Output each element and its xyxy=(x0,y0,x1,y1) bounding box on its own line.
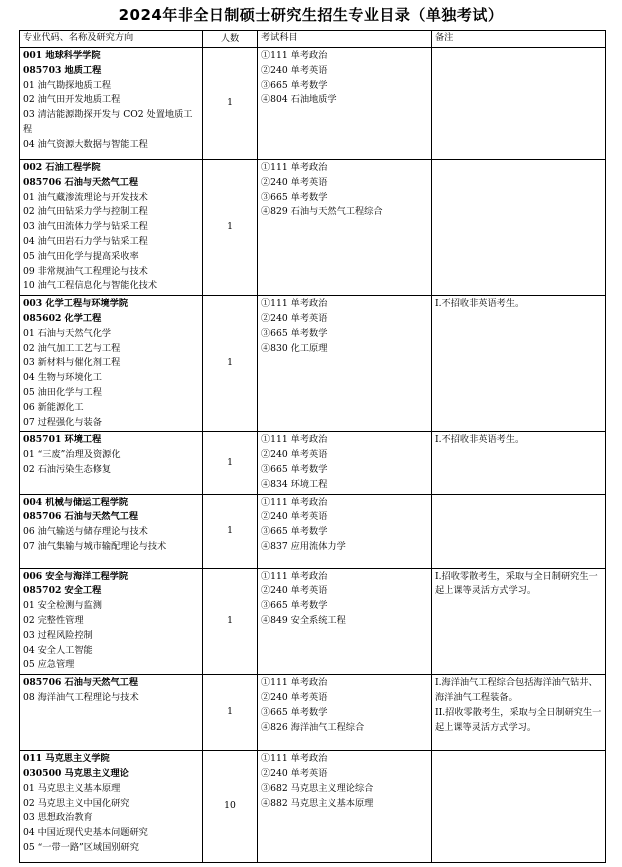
exam-subject: ②240 单考英语 xyxy=(261,176,328,188)
research-direction: 06 油气输送与储存理论与技术 xyxy=(23,526,148,538)
subjects-cell xyxy=(258,432,432,494)
major-name: 085706 石油与天然气工程 xyxy=(23,677,139,689)
catalog-table xyxy=(19,30,606,863)
note-text: II.招收零散考生，采取与全日制研究生一起上课等灵活方式学习。 xyxy=(435,706,602,733)
college-name: 011 马克思主义学院 xyxy=(23,753,110,765)
exam-subject: ②240 单考英语 xyxy=(261,312,328,324)
exam-subject: ①111 单考政治 xyxy=(261,162,328,173)
exam-subject: ①111 单考政治 xyxy=(261,434,328,446)
exam-subject: ②240 单考英语 xyxy=(261,449,328,461)
research-direction: 01 安全检测与监测 xyxy=(23,600,102,612)
research-direction: 02 马克思主义中国化研究 xyxy=(23,797,130,809)
college-name: 003 化学工程与环境学院 xyxy=(23,298,129,310)
enrollment-count: 1 xyxy=(203,568,258,675)
major-name: 030500 马克思主义理论 xyxy=(23,767,129,779)
subjects-cell xyxy=(258,568,432,675)
notes-cell xyxy=(432,48,606,160)
major-cell xyxy=(20,48,203,160)
major-cell xyxy=(20,432,203,494)
research-direction: 07 过程强化与装备 xyxy=(23,416,102,428)
header-notes: 备注 xyxy=(432,31,606,48)
catalog-body xyxy=(20,48,606,863)
college-name: 006 安全与海洋工程学院 xyxy=(23,570,129,582)
subjects-cell xyxy=(258,160,432,296)
exam-subject: ①111 单考政治 xyxy=(261,298,328,310)
research-direction: 10 油气工程信息化与智能化技术 xyxy=(23,280,158,292)
header-major: 专业代码、名称及研究方向 xyxy=(20,31,203,48)
exam-subject: ③665 单考数学 xyxy=(261,706,328,718)
college-name: 001 地球科学学院 xyxy=(23,50,101,61)
exam-subject: ②240 单考英语 xyxy=(261,691,328,703)
exam-subject: ①111 单考政治 xyxy=(261,753,328,765)
notes-cell xyxy=(432,568,606,675)
exam-subject: ①111 单考政治 xyxy=(261,677,328,689)
major-name: 085602 化学工程 xyxy=(23,312,102,324)
exam-subject: ③665 单考数学 xyxy=(261,79,328,91)
college-name: 002 石油工程学院 xyxy=(23,162,101,173)
research-direction: 03 新材料与催化剂工程 xyxy=(23,357,121,369)
exam-subject: ②240 单考英语 xyxy=(261,767,328,779)
research-direction: 07 油气集输与城市输配理论与技术 xyxy=(23,540,167,552)
exam-subject: ③665 单考数学 xyxy=(261,191,328,203)
enrollment-count: 1 xyxy=(203,48,258,160)
major-name: 085702 安全工程 xyxy=(23,585,102,597)
major-cell xyxy=(20,675,203,751)
exam-subject: ④837 应用流体力学 xyxy=(261,540,346,552)
research-direction: 03 过程风险控制 xyxy=(23,629,93,641)
research-direction: 06 新能源化工 xyxy=(23,401,84,413)
enrollment-count: 1 xyxy=(203,432,258,494)
notes-cell xyxy=(432,432,606,494)
exam-subject: ①111 单考政治 xyxy=(261,50,328,61)
major-name: 085703 地质工程 xyxy=(23,64,102,76)
enrollment-count: 1 xyxy=(203,296,258,432)
exam-subject: ④829 石油与天然气工程综合 xyxy=(261,206,383,218)
college-name: 004 机械与储运工程学院 xyxy=(23,496,129,508)
research-direction: 01 油气勘探地质工程 xyxy=(23,79,112,91)
note-text: I.招收零散考生，采取与全日制研究生一起上课等灵活方式学习。 xyxy=(435,570,598,597)
research-direction: 01 石油与天然气化学 xyxy=(23,327,112,339)
exam-subject: ②240 单考英语 xyxy=(261,585,328,597)
subjects-cell xyxy=(258,751,432,863)
table-row xyxy=(20,494,606,568)
exam-subject: ④882 马克思主义基本原理 xyxy=(261,797,374,809)
research-direction: 01 马克思主义基本原理 xyxy=(23,782,121,794)
major-cell xyxy=(20,296,203,432)
major-name: 085706 石油与天然气工程 xyxy=(23,511,139,523)
research-direction: 04 生物与环境化工 xyxy=(23,372,102,384)
research-direction: 03 清洁能源勘探开发与 CO2 处置地质工程 xyxy=(23,109,193,135)
header-row xyxy=(20,31,606,48)
research-direction: 02 油气加工工艺与工程 xyxy=(23,342,121,354)
notes-cell xyxy=(432,160,606,296)
subjects-cell xyxy=(258,296,432,432)
exam-subject: ④849 安全系统工程 xyxy=(261,614,346,626)
notes-cell xyxy=(432,751,606,863)
research-direction: 04 油气田岩石力学与钻采工程 xyxy=(23,235,148,247)
major-name: 085701 环境工程 xyxy=(23,434,102,446)
research-direction: 09 非常规油气工程理论与技术 xyxy=(23,265,148,277)
major-name: 085706 石油与天然气工程 xyxy=(23,176,139,188)
notes-cell xyxy=(432,675,606,751)
note-text: I.不招收非英语考生。 xyxy=(435,298,525,310)
exam-subject: ④834 环境工程 xyxy=(261,478,328,490)
table-row xyxy=(20,675,606,751)
research-direction: 04 中国近现代史基本问题研究 xyxy=(23,827,148,839)
research-direction: 03 思想政治教育 xyxy=(23,812,93,824)
major-cell xyxy=(20,751,203,863)
major-cell xyxy=(20,568,203,675)
header-subjects: 考试科目 xyxy=(258,31,432,48)
note-text: I.不招收非英语考生。 xyxy=(435,434,525,446)
table-row xyxy=(20,160,606,296)
exam-subject: ③682 马克思主义理论综合 xyxy=(261,782,374,794)
research-direction: 08 海洋油气工程理论与技术 xyxy=(23,691,139,703)
subjects-cell xyxy=(258,494,432,568)
exam-subject: ②240 单考英语 xyxy=(261,511,328,523)
exam-subject: ③665 单考数学 xyxy=(261,463,328,475)
table-row xyxy=(20,296,606,432)
enrollment-count: 1 xyxy=(203,160,258,296)
exam-subject: ④830 化工原理 xyxy=(261,342,328,354)
exam-subject: ③665 单考数学 xyxy=(261,526,328,538)
exam-subject: ①111 单考政治 xyxy=(261,496,328,508)
header-count: 人数 xyxy=(203,31,258,48)
enrollment-count: 1 xyxy=(203,675,258,751)
research-direction: 04 油气资源大数据与智能工程 xyxy=(23,138,148,150)
research-direction: 02 油气田开发地质工程 xyxy=(23,94,121,106)
enrollment-count: 1 xyxy=(203,494,258,568)
notes-cell xyxy=(432,296,606,432)
subjects-cell xyxy=(258,48,432,160)
table-row xyxy=(20,751,606,863)
research-direction: 03 油气田流体力学与钻采工程 xyxy=(23,221,148,233)
exam-subject: ④826 海洋油气工程综合 xyxy=(261,721,365,733)
research-direction: 05 应急管理 xyxy=(23,659,75,671)
research-direction: 02 油气田钻采力学与控制工程 xyxy=(23,206,148,218)
research-direction: 05 油气田化学与提高采收率 xyxy=(23,250,139,262)
table-row xyxy=(20,432,606,494)
research-direction: 02 完整性管理 xyxy=(23,614,84,626)
research-direction: 04 安全人工智能 xyxy=(23,644,93,656)
note-text: I.海洋油气工程综合包括海洋油气钻井、海洋油气工程装备。 xyxy=(435,677,598,703)
research-direction: 01 油气藏渗流理论与开发技术 xyxy=(23,191,148,203)
exam-subject: ③665 单考数学 xyxy=(261,327,328,339)
subjects-cell xyxy=(258,675,432,751)
exam-subject: ③665 单考数学 xyxy=(261,600,328,612)
exam-subject: ④804 石油地质学 xyxy=(261,94,337,106)
major-cell xyxy=(20,160,203,296)
research-direction: 05 “一带一路”区域国别研究 xyxy=(23,841,139,853)
page-title: 2024年非全日制硕士研究生招生专业目录（单独考试） xyxy=(118,6,504,24)
research-direction: 05 油田化学与工程 xyxy=(23,386,102,398)
notes-cell xyxy=(432,494,606,568)
research-direction: 01 “三废”治理及资源化 xyxy=(23,449,121,461)
exam-subject: ①111 单考政治 xyxy=(261,570,328,582)
major-cell xyxy=(20,494,203,568)
exam-subject: ②240 单考英语 xyxy=(261,64,328,76)
enrollment-count: 10 xyxy=(203,751,258,863)
table-row xyxy=(20,568,606,675)
table-row xyxy=(20,48,606,160)
research-direction: 02 石油污染生态修复 xyxy=(23,463,112,475)
